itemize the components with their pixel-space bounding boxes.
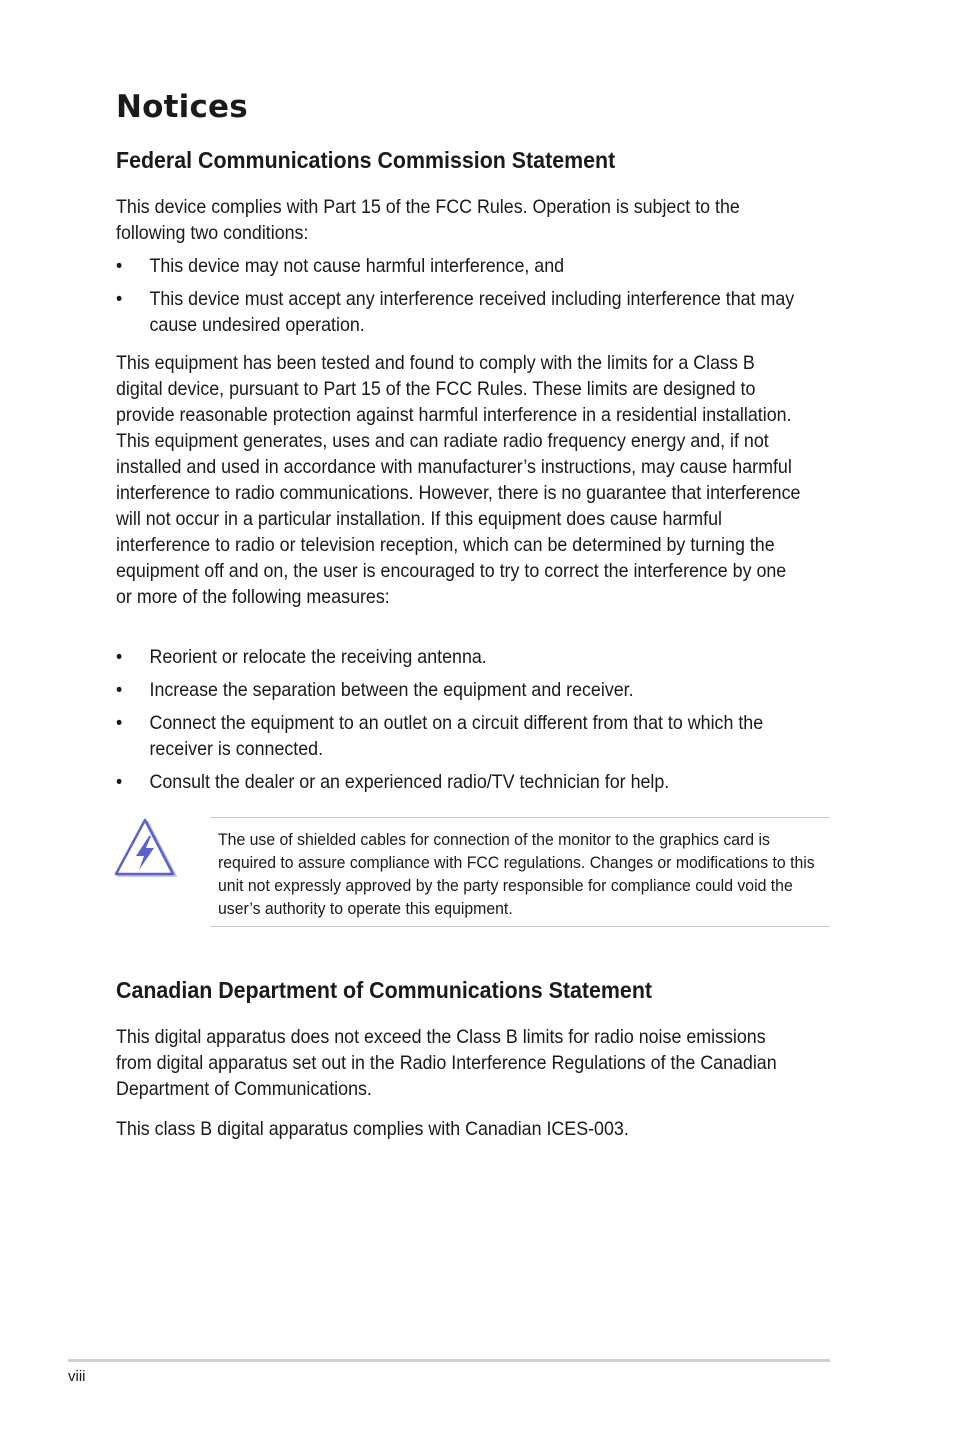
bullet-icon: • — [116, 680, 123, 701]
list-item: • Increase the separation between the equipment and receiver. — [116, 678, 823, 704]
list-item: • This device must accept any interference received including interference that may cause undesired operation. — [116, 289, 795, 336]
fcc-conditions-list — [116, 254, 823, 346]
canada-heading: Canadian Department of Communications Statement — [116, 977, 653, 1003]
list-item: • Reorient or relocate the receiving antenna. — [116, 645, 823, 671]
fcc-heading: Federal Communications Commission Statement — [116, 147, 616, 173]
list-item: • Connect the equipment to an outlet on a circuit different from that to which the receiver is connected. — [116, 713, 764, 760]
bullet-icon: • — [116, 256, 123, 277]
bullet-icon: • — [116, 772, 123, 793]
fcc-intro: This device complies with Part 15 of the FCC Rules. Operation is subject to the following two conditions: — [116, 197, 740, 244]
bullet-icon: • — [116, 713, 123, 734]
page-number: viii — [68, 1368, 86, 1385]
bullet-icon: • — [116, 289, 123, 310]
note-text: The use of shielded cables for connection of the monitor to the graphics card is required to assure compliance with FCC regulations. Changes or modifications to this unit not expressly approved by the party responsible for compliance could void the user’s authority to operate this equipment. — [218, 830, 815, 918]
canada-para-1: This digital apparatus does not exceed the Class B limits for radio noise emissions from digital apparatus set out in the Radio Interference Regulations of the Canadian Department of Communications. — [116, 1027, 777, 1100]
warning-lightning-icon — [112, 818, 178, 880]
list-item: • Consult the dealer or an experienced radio/TV technician for help. — [116, 770, 823, 796]
note-box — [210, 817, 830, 927]
footer-rule — [68, 1359, 830, 1362]
list-item: • This device may not cause harmful interference, and — [116, 254, 823, 280]
fcc-body: This equipment has been tested and found to comply with the limits for a Class B digital device, pursuant to Part 15 of the FCC Rules. These limits are designed to provide reasonable protection against harmful interference in a residential installation. This equipment generates, uses and can radiate radio frequency energy and, if not installed and used in accordance with manufacturer’s instructions, may cause harmful interference to radio communications. However, there is no guarantee that interference will not occur in a particular installation. If this equipment does cause harmful interference to radio or television reception, which can be determined by turning the equipment off and on, the user is encouraged to try to correct the interference by one or more of the following measures: — [116, 353, 801, 608]
fcc-measures-list — [116, 645, 823, 803]
bullet-icon: • — [116, 647, 123, 668]
page-title: Notices — [116, 89, 248, 125]
canada-para-2: This class B digital apparatus complies with Canadian ICES-003. — [116, 1119, 629, 1140]
